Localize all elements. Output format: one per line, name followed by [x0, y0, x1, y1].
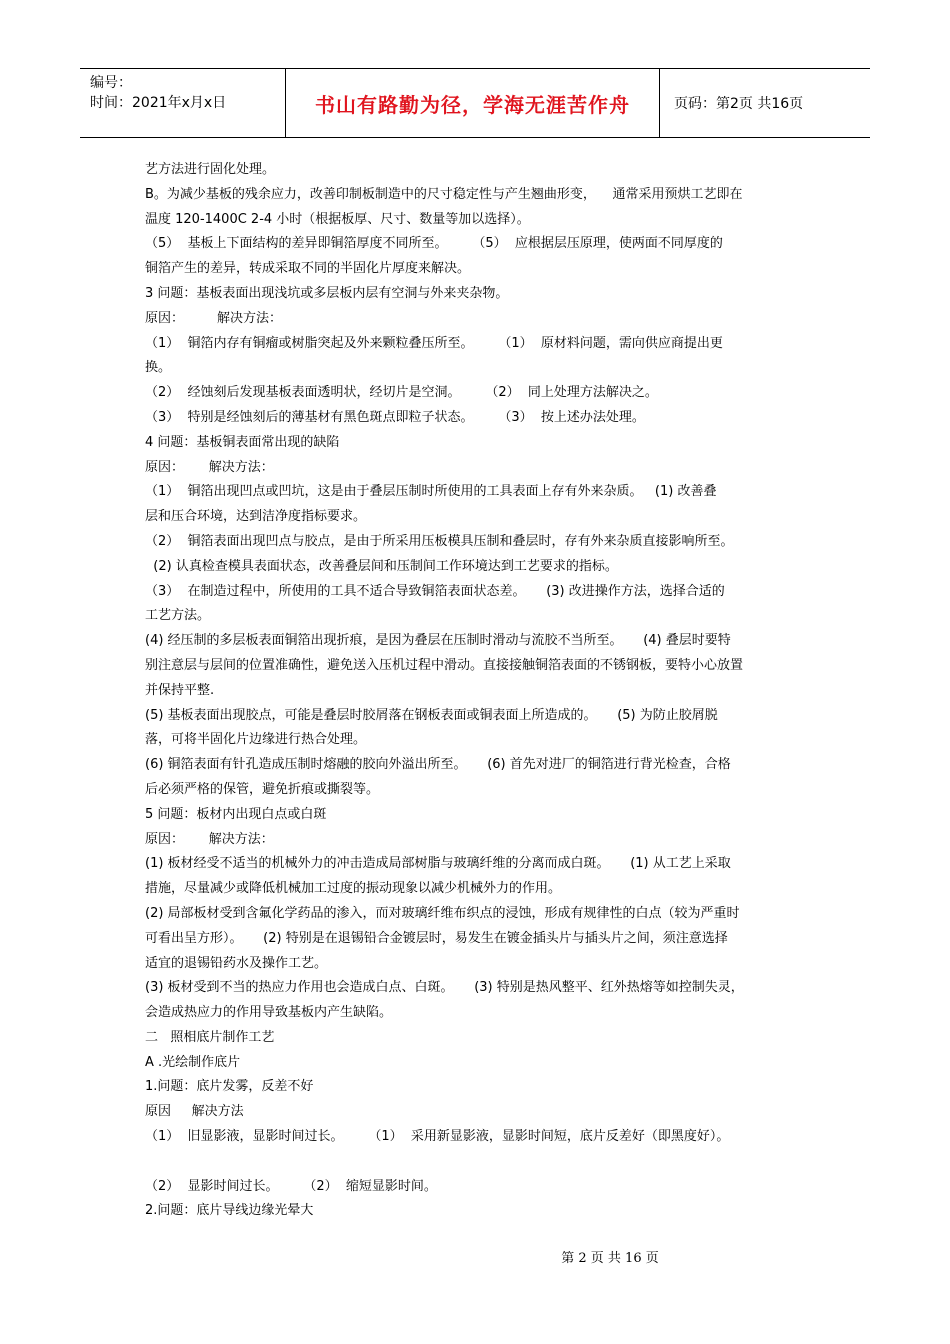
- document-time-label: 时间：2021年x月x日: [90, 95, 227, 111]
- body-line: 工艺方法。: [145, 608, 211, 624]
- body-line: 层和压合环境，达到洁净度指标要求。: [145, 509, 367, 525]
- body-line: 别注意层与层间的位置准确性，避免送入压机过程中滑动。直接接触铜箔表面的不锈钢板，要特小心放置: [145, 657, 744, 673]
- body-line: 艺方法进行固化处理。: [145, 162, 276, 177]
- body-line: A .光绘制作底片: [145, 1054, 241, 1070]
- body-line: (4) 经压制的多层板表面铜箔出现折痕，是因为叠层在压制时滑动与流胶不当所至。 (4) 叠层时要特: [145, 633, 731, 649]
- body-line: (2) 认真检查模具表面状态，改善叠层间和压制间工作环境达到工艺要求的指标。: [145, 558, 618, 574]
- page-footer: [0, 1247, 950, 1266]
- body-line: （2） 铜箔表面出现凹点与胶点，是由于所采用压板模具压制和叠层时，存有外来杂质直接影响所至。: [145, 533, 734, 549]
- document-body: [145, 158, 815, 1224]
- body-line: 可看出呈方形）。 (2) 特别是在退锡铅合金镀层时，易发生在镀金插头片与插头片之间，须注意选择: [145, 930, 728, 946]
- body-line: 后必须严格的保管，避免折痕或撕裂等。: [145, 781, 380, 797]
- header-page-info: [660, 69, 870, 137]
- body-line: 并保持平整.: [145, 682, 215, 698]
- body-line: 措施，尽量减少或降低机械加工过度的振动现象以减少机械外力的作用。: [145, 881, 562, 897]
- body-line: 铜箔产生的差异，转成采取不同的半固化片厚度来解决。: [145, 261, 471, 277]
- header-motto-cell: [285, 69, 660, 137]
- body-line: （1） 铜箔内存有铜瘤或树脂突起及外来颗粒叠压所至。 （1） 原材料问题，需向供应商提出更: [145, 335, 723, 351]
- body-line: 换。: [145, 360, 172, 376]
- header-motto: 书山有路勤为径，学海无涯苦作舟: [315, 92, 630, 117]
- body-line: （5） 基板上下面结构的差异即铜箔厚度不同所至。 （5） 应根据层压原理，使两面不同厚度的: [145, 236, 723, 252]
- body-line: 原因： 解决方法：: [145, 831, 274, 847]
- body-line: 原因 解决方法: [145, 1104, 244, 1120]
- body-line: (1) 板材经受不适当的机械外力的冲击造成局部树脂与玻璃纤维的分离而成白斑。 (1) 从工艺上采取: [145, 856, 731, 872]
- body-line: 会造成热应力的作用导致基板内产生缺陷。: [145, 1005, 393, 1021]
- body-line: （1） 铜箔出现凹点或凹坑，这是由于叠层压制时所使用的工具表面上存有外来杂质。 (1) 改善叠: [145, 484, 717, 500]
- body-line: (5) 基板表面出现胶点，可能是叠层时胶屑落在钢板表面或铜表面上所造成的。 (5) 为防止胶屑脱: [145, 707, 718, 723]
- body-line: 落，可将半固化片边缘进行热合处理。: [145, 732, 367, 748]
- body-line: （2） 显影时间过长。 （2） 缩短显影时间。: [145, 1178, 437, 1194]
- body-line: 温度 120-1400C 2-4 小时（根据板厚、尺寸、数量等加以选择）。: [145, 211, 530, 227]
- body-line: 二 照相底片制作工艺: [145, 1029, 275, 1045]
- body-line: 2.问题：底片导线边缘光晕大: [145, 1203, 314, 1219]
- body-line: [145, 1150, 815, 1175]
- body-line: 原因： 解决方法：: [145, 459, 274, 475]
- body-line: (6) 铜箔表面有针孔造成压制时熔融的胶向外溢出所至。 (6) 首先对进厂的铜箔进行背光检查，合格: [145, 757, 731, 773]
- body-line: （3） 在制造过程中，所使用的工具不适合导致铜箔表面状态差。 (3) 改进操作方法，选择合适的: [145, 583, 725, 599]
- body-line: （1） 旧显影液，显影时间过长。 （1） 采用新显影液，显影时间短，底片反差好（即黑度好）。: [145, 1129, 730, 1145]
- footer-page-number: 第 2 页 共 16 页: [561, 1251, 659, 1266]
- page-header: [80, 68, 870, 138]
- body-line: 原因： 解决方法：: [145, 310, 283, 326]
- body-line: B。为减少基板的残余应力，改善印制板制造中的尺寸稳定性与产生翘曲形变， 通常采用预烘工艺即在: [145, 186, 743, 202]
- header-meta: [80, 69, 285, 137]
- body-line: (3) 板材受到不当的热应力作用也会造成白点、白斑。 (3) 特别是热风整平、红外热熔等如控制失灵，: [145, 980, 744, 996]
- body-line: 4 问题：基板铜表面常出现的缺陷: [145, 434, 340, 450]
- body-line: 3 问题：基板表面出现浅坑或多层板内层有空洞与外来夹杂物。: [145, 285, 509, 301]
- body-line: (2) 局部板材受到含氟化学药品的渗入，而对玻璃纤维布织点的浸蚀，形成有规律性的白点（较为严重时: [145, 905, 740, 921]
- body-line: （2） 经蚀刻后发现基板表面透明状，经切片是空洞。 （2） 同上处理方法解决之。: [145, 385, 658, 401]
- body-line: 5 问题：板材内出现白点或白斑: [145, 806, 327, 822]
- body-line: 1.问题：底片发雾，反差不好: [145, 1079, 314, 1095]
- page-info-text: 页码：第2页 共16页: [674, 96, 804, 112]
- document-number-label: 编号：: [90, 75, 132, 91]
- body-line: 适宜的退锡铅药水及操作工艺。: [145, 955, 328, 971]
- body-line: （3） 特别是经蚀刻后的薄基材有黑色斑点即粒子状态。 （3） 按上述办法处理。: [145, 409, 645, 425]
